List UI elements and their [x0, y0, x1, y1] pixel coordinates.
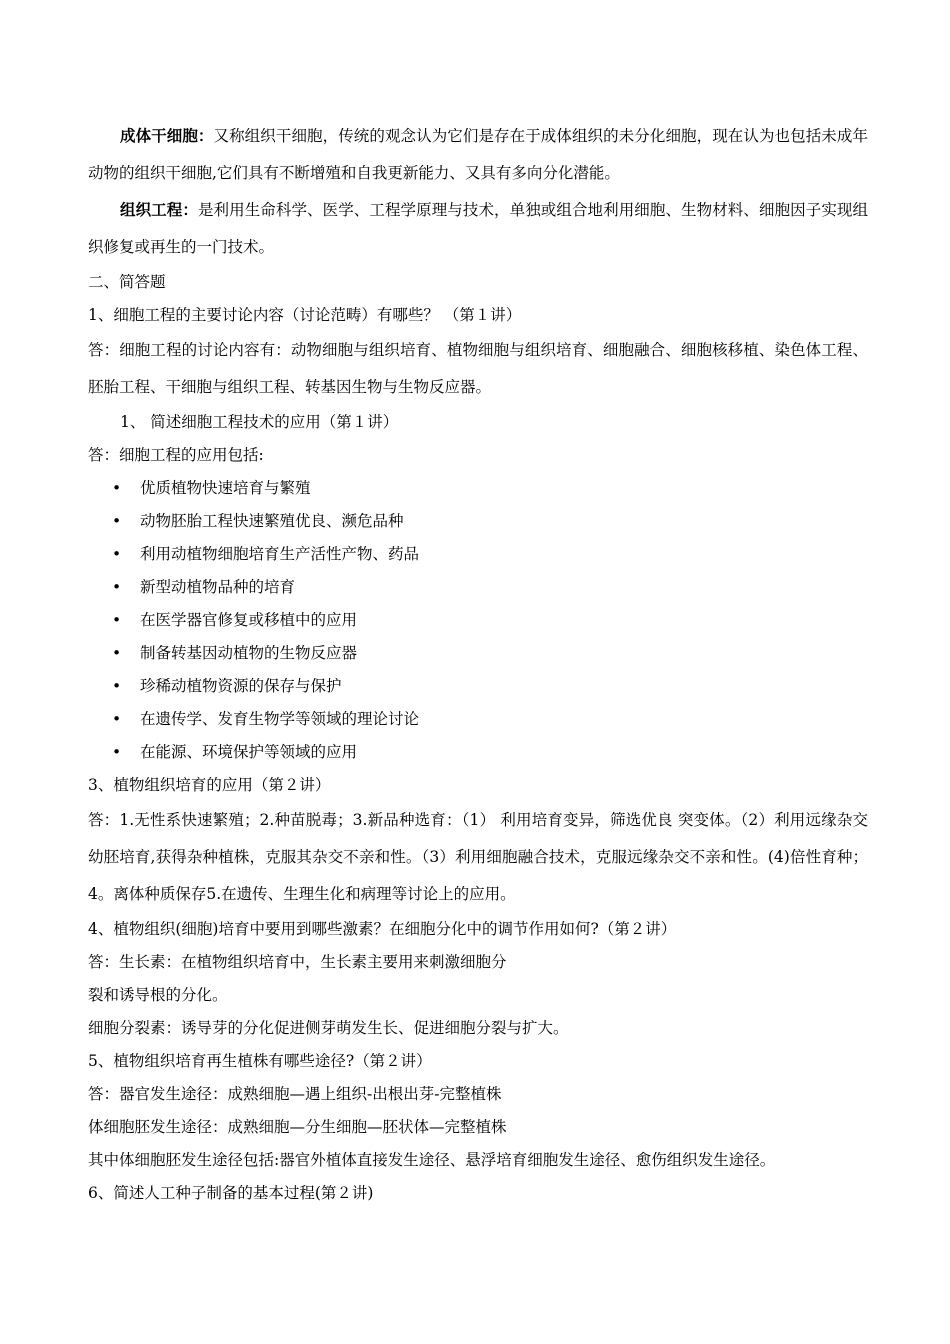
answer-4-line-2: 裂和诱导根的分化。 [88, 986, 228, 1004]
definition-tissue-engineering [88, 192, 868, 266]
list-item: • 制备转基因动植物的生物反应器 [88, 637, 868, 670]
list-item: • 优质植物快速培育与繁殖 [88, 472, 868, 505]
definition-text: 是利用生命科学、医学、工程学原理与技术，单独或组合地利用细胞、生物材料、细胞因子实现组织修复或再生的一门技术。 [88, 201, 868, 256]
question-6: 6、简述人工种子制备的基本过程(第２讲) [88, 1184, 374, 1202]
question-2: 1、 简述细胞工程技术的应用（第１讲） [120, 413, 399, 431]
definition-term: 成体干细胞： [120, 127, 214, 145]
list-item: • 在能源、环境保护等领域的应用 [88, 736, 868, 769]
application-list [88, 472, 868, 769]
bullet-icon: • [112, 512, 122, 530]
bullet-icon: • [112, 545, 122, 563]
bullet-icon: • [112, 710, 122, 728]
list-item: • 新型动植物品种的培育 [88, 571, 868, 604]
answer-1: 答：细胞工程的讨论内容有：动物细胞与组织培育、植物细胞与组织培育、细胞融合、细胞核移植、染色体工程、胚胎工程、干细胞与组织工程、转基因生物与生物反应器。 [88, 341, 868, 396]
answer-5-line-3: 其中体细胞胚发生途径包括:器官外植体直接发生途径、悬浮培育细胞发生途径、愈伤组织发生途径。 [88, 1151, 776, 1169]
definition-term: 组织工程： [120, 201, 198, 219]
definition-stem-cell [88, 118, 868, 192]
section-title: 二、简答题 [88, 273, 166, 291]
answer-3: 答：1.无性系快速繁殖；2.种苗脱毒；3.新品种选育：（1） 利用培育变异，筛选优良 突变体。（2）利用远缘杂交幼胚培育,获得杂种植株，克服其杂交不亲和性。（3）利用细胞融合技术，克服远缘杂交不亲和性。(4)倍性育种；4。离体种质保存5.在遗传、生理生化和病理等讨论上的应用。 [88, 811, 868, 903]
question-4: 4、植物组织(细胞)培育中要用到哪些激素？在细胞分化中的调节作用如何?（第２讲） [88, 920, 677, 938]
answer-2-intro: 答：细胞工程的应用包括: [88, 446, 264, 464]
list-item: • 动物胚胎工程快速繁殖优良、濒危品种 [88, 505, 868, 538]
answer-5-line-2: 体细胞胚发生途径：成熟细胞—分生细胞—胚状体—完整植株 [88, 1118, 507, 1136]
bullet-icon: • [112, 611, 122, 629]
answer-4-line-3: 细胞分裂素：诱导芽的分化促进侧芽萌发生长、促进细胞分裂与扩大。 [88, 1019, 569, 1037]
question-3: 3、植物组织培育的应用（第２讲） [88, 776, 331, 794]
definition-text: 又称组织干细胞，传统的观念认为它们是存在于成体组织的未分化细胞，现在认为也包括未成年动物的组织干细胞,它们具有不断增殖和自我更新能力、又具有多向分化潜能。 [88, 127, 868, 182]
list-item: • 珍稀动植物资源的保存与保护 [88, 670, 868, 703]
bullet-icon: • [112, 479, 122, 497]
answer-4-line-1: 答：生长素：在植物组织培育中，生长素主要用来刺激细胞分 [88, 953, 507, 971]
answer-5-line-1: 答：器官发生途径：成熟细胞—遇上组织-出根出芽-完整植株 [88, 1085, 502, 1103]
bullet-icon: • [112, 743, 122, 761]
bullet-icon: • [112, 644, 122, 662]
list-item: • 利用动植物细胞培育生产活性产物、药品 [88, 538, 868, 571]
question-1: 1、细胞工程的主要讨论内容（讨论范畴）有哪些？ （第１讲） [88, 306, 522, 324]
bullet-icon: • [112, 578, 122, 596]
list-item: • 在遗传学、发育生物学等领域的理论讨论 [88, 703, 868, 736]
document-page [88, 118, 868, 1210]
list-item: • 在医学器官修复或移植中的应用 [88, 604, 868, 637]
question-5: 5、植物组织培育再生植株有哪些途径?（第２讲） [88, 1052, 432, 1070]
bullet-icon: • [112, 677, 122, 695]
